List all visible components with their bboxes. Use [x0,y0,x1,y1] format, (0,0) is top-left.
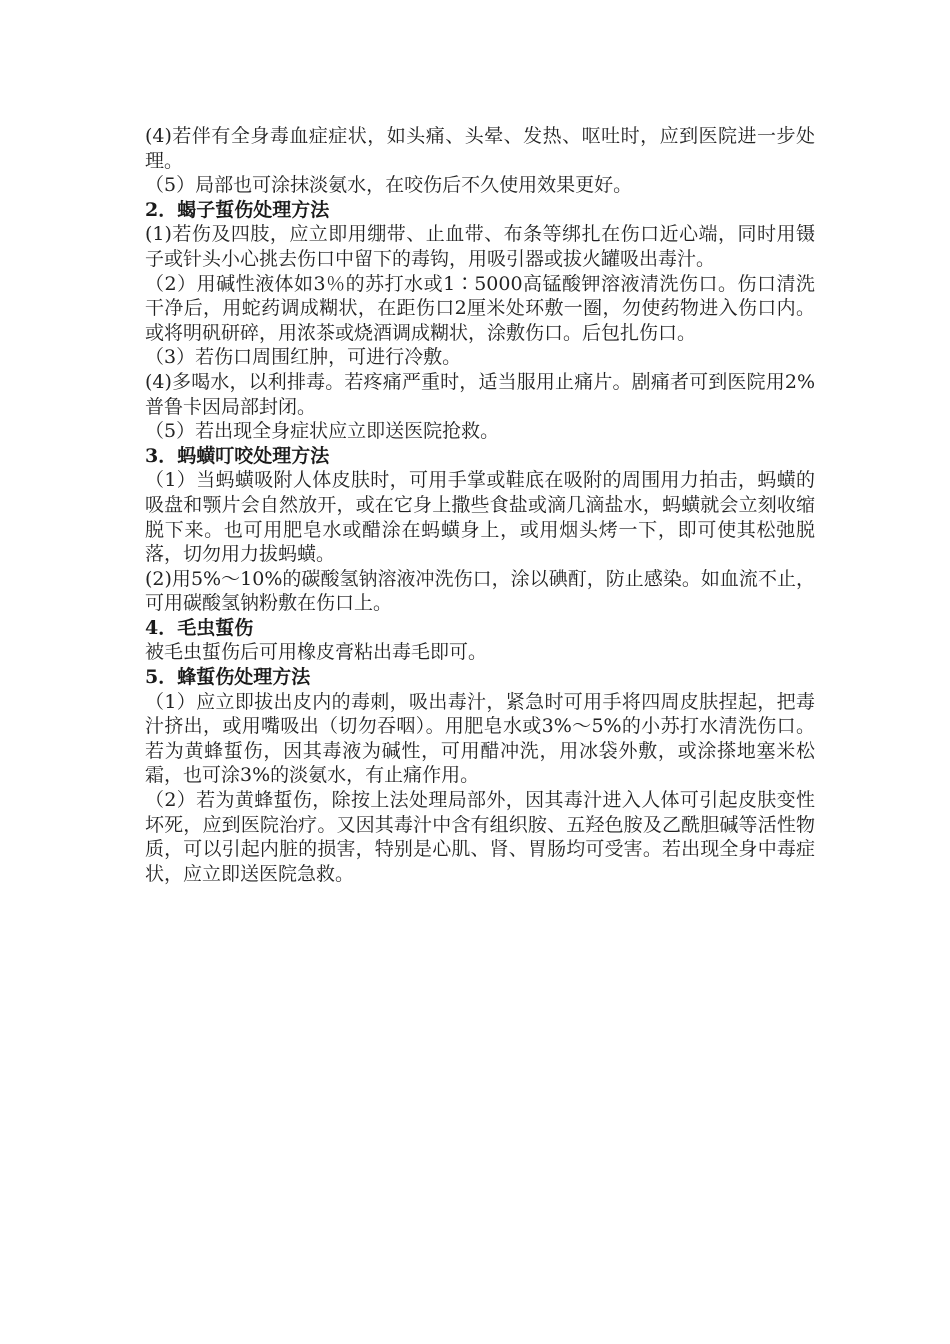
paragraph-scorpion-1: (1)若伤及四肢，应立即用绷带、止血带、布条等绑扎在伤口近心端，同时用镊子或针头小心挑去伤口中留下的毒钩，用吸引器或拔火罐吸出毒汁。 [145,223,815,270]
paragraph-leech-1: （1）当蚂蟥吸附人体皮肤时，可用手掌或鞋底在吸附的周围用力拍击，蚂蟥的吸盘和颚片会自然放开，或在它身上撒些食盐或滴几滴盐水，蚂蟥就会立刻收缩脱下来。也可用肥皂水或醋涂在蚂蟥身上，或用烟头烤一下，即可使其松弛脱落，切勿用力拔蚂蟥。 [145,469,815,566]
paragraph-scorpion-2: （2）用碱性液体如3％的苏打水或1∶5000高锰酸钾溶液清洗伤口。伤口清洗干净后，用蛇药调成糊状，在距伤口2厘米处环敷一圈，勿使药物进入伤口内。或将明矾研碎，用浓茶或烧酒调成糊状，涂敷伤口。后包扎伤口。 [145,272,815,344]
section-heading-scorpion: 2．蝎子蜇伤处理方法 [145,198,330,221]
section-heading-bee: 5．蜂蜇伤处理方法 [145,666,311,689]
section-heading-leech: 3．蚂蟥叮咬处理方法 [145,444,330,467]
paragraph-caterpillar: 被毛虫蜇伤后可用橡皮膏粘出毒毛即可。 [145,641,488,664]
paragraph-leech-2: (2)用5%～10%的碳酸氢钠溶液冲洗伤口，涂以碘酊，防止感染。如血流不止，可用碳酸氢钠粉敷在伤口上。 [145,567,815,615]
section-heading-caterpillar: 4．毛虫蜇伤 [145,616,254,639]
paragraph-scorpion-5: （5）若出现全身症状应立即送医院抢救。 [145,420,500,443]
paragraph-scorpion-prev-4: (4)若伴有全身毒血症症状，如头痛、头晕、发热、呕吐时，应到医院进一步处理。 [145,125,815,172]
paragraph-scorpion-3: （3）若伤口周围红肿，可进行冷敷。 [145,346,462,369]
paragraph-scorpion-prev-5: （5）局部也可涂抹淡氨水，在咬伤后不久使用效果更好。 [145,174,633,197]
paragraph-bee-2: （2）若为黄蜂蜇伤，除按上法处理局部外，因其毒汁进入人体可引起皮肤变性坏死，应到医院治疗。又因其毒汁中含有组织胺、五羟色胺及乙酰胆碱等活性物质，可以引起内脏的损害，特别是心肌、肾、胃肠均可受害。若出现全身中毒症状，应立即送医院急救。 [145,789,815,885]
document-body [145,124,815,886]
paragraph-bee-1: （1）应立即拔出皮内的毒刺，吸出毒汁，紧急时可用手将四周皮肤捏起，把毒汁挤出，或用嘴吸出（切勿吞咽）。用肥皂水或3%～5%的小苏打水清洗伤口。若为黄蜂蜇伤，因其毒液为碱性，可用醋冲洗，用冰袋外敷，或涂搽地塞米松霜，也可涂3%的淡氨水，有止痛作用。 [145,690,815,787]
paragraph-scorpion-4: (4)多喝水，以利排毒。若疼痛严重时，适当服用止痛片。剧痛者可到医院用2%普鲁卡因局部封闭。 [145,370,815,418]
